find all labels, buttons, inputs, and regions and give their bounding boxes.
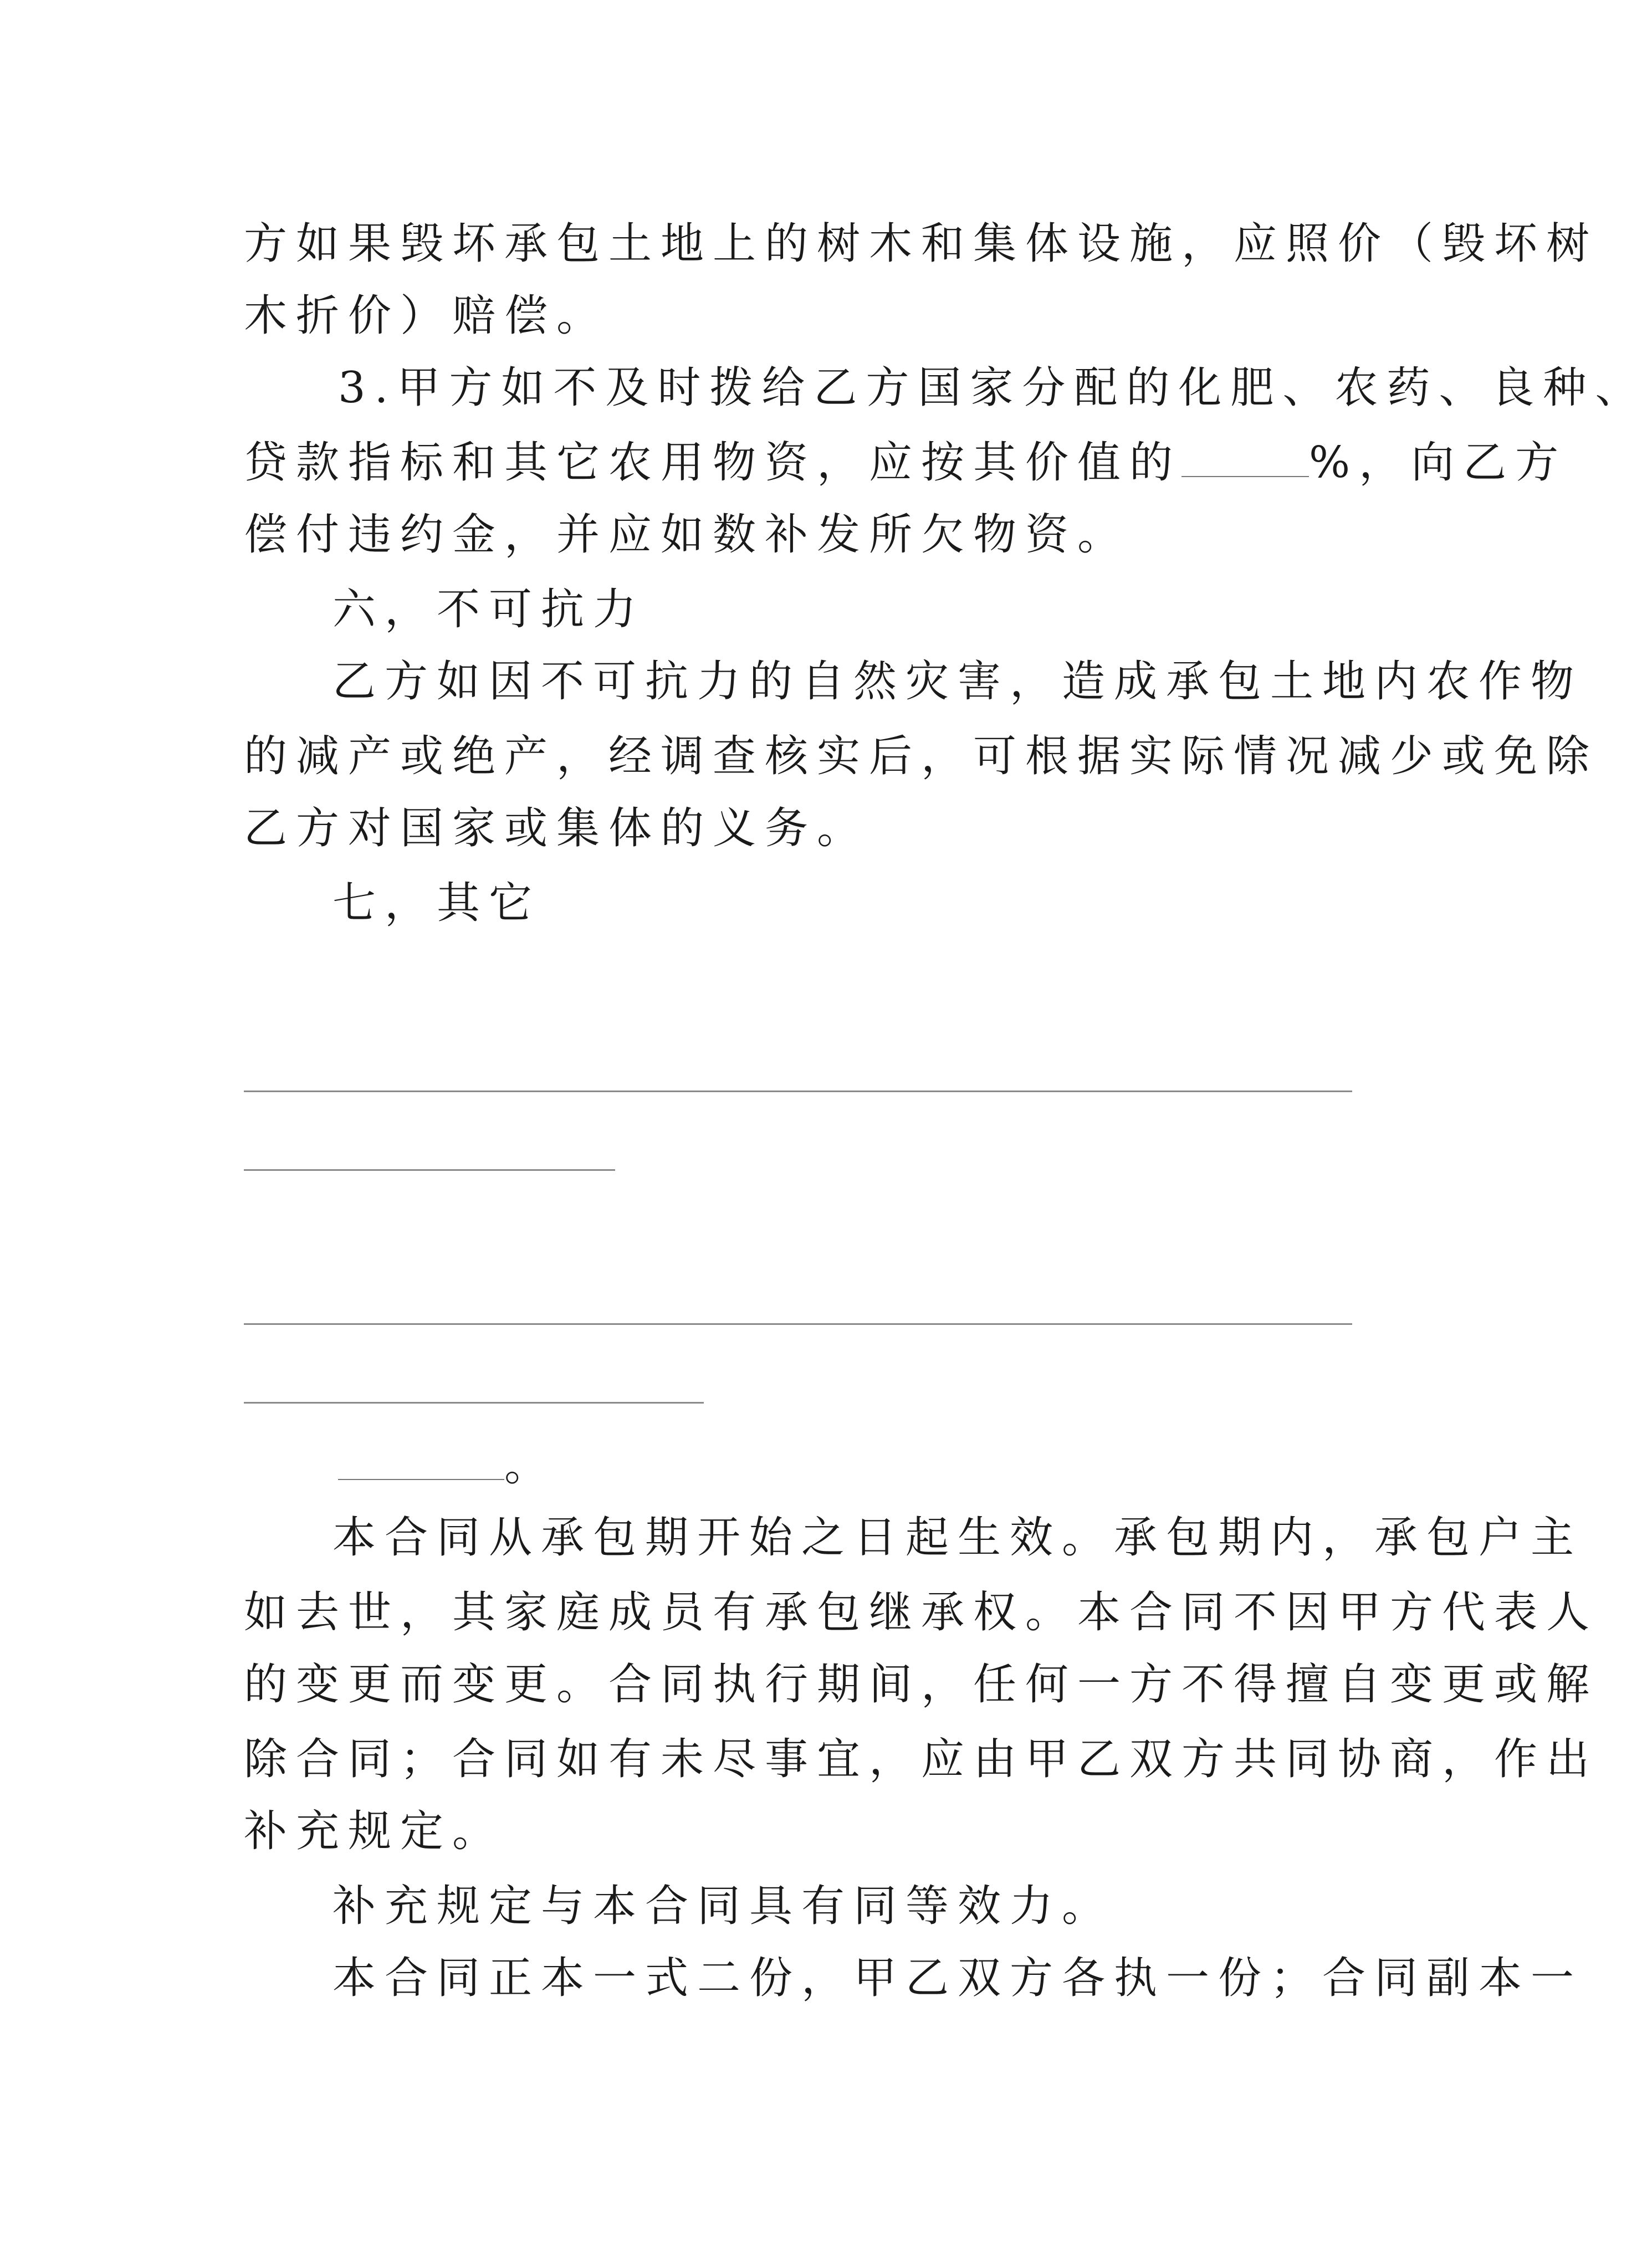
blank-fill-line <box>244 1323 1352 1325</box>
paragraph-line: 乙方如因不可抗力的自然灾害，造成承包土地内农作物 <box>333 657 1583 706</box>
paragraph-line: 本合同从承包期开始之日起生效。承包期内，承包户主 <box>333 1513 1583 1563</box>
paragraph-line <box>338 1435 1469 1496</box>
line-text: %，向乙方 <box>1309 438 1568 488</box>
paragraph-line: 补充规定。 <box>244 1806 505 1856</box>
paragraph-line: 偿付违约金，并应如数补发所欠物资。 <box>244 510 1130 560</box>
paragraph-line: 如去世，其家庭成员有承包继承权。本合同不因甲方代表人 <box>244 1588 1599 1637</box>
blank-fill-line <box>244 1091 1352 1092</box>
blank-fill-line <box>244 1169 615 1171</box>
section-heading: 七，其它 <box>333 878 541 928</box>
paragraph-line: 除合同；合同如有未尽事宜，应由甲乙双方共同协商，作出 <box>244 1734 1599 1784</box>
paragraph-line: 的变更而变更。合同执行期间，任何一方不得擅自变更或解 <box>244 1660 1599 1709</box>
fill-in-blank <box>338 1479 504 1480</box>
paragraph-line: 补充规定与本合同具有同等效力。 <box>333 1881 1114 1931</box>
paragraph-line: 本合同正本一式二份，甲乙双方各执一份；合同副本一 <box>333 1953 1583 2003</box>
paragraph-line: 3.甲方如不及时拨给乙方国家分配的化肥、农药、良种、 <box>338 363 1647 413</box>
fill-in-blank <box>1181 476 1309 477</box>
line-text: 。 <box>504 1441 557 1491</box>
paragraph-line: 的减产或绝产，经调查核实后，可根据实际情况减少或免除 <box>244 731 1599 781</box>
line-text: 贷款指标和其它农用物资，应按其价值的 <box>244 438 1182 488</box>
paragraph-line: 乙方对国家或集体的义务。 <box>244 803 869 853</box>
paragraph-line: 方如果毁坏承包土地上的树木和集体设施，应照价（毁坏树 <box>244 219 1599 269</box>
section-heading: 六，不可抗力 <box>333 585 646 634</box>
paragraph-line: 木折价）赔偿。 <box>244 291 609 341</box>
blank-fill-line <box>244 1402 704 1404</box>
paragraph-line <box>244 432 1568 493</box>
